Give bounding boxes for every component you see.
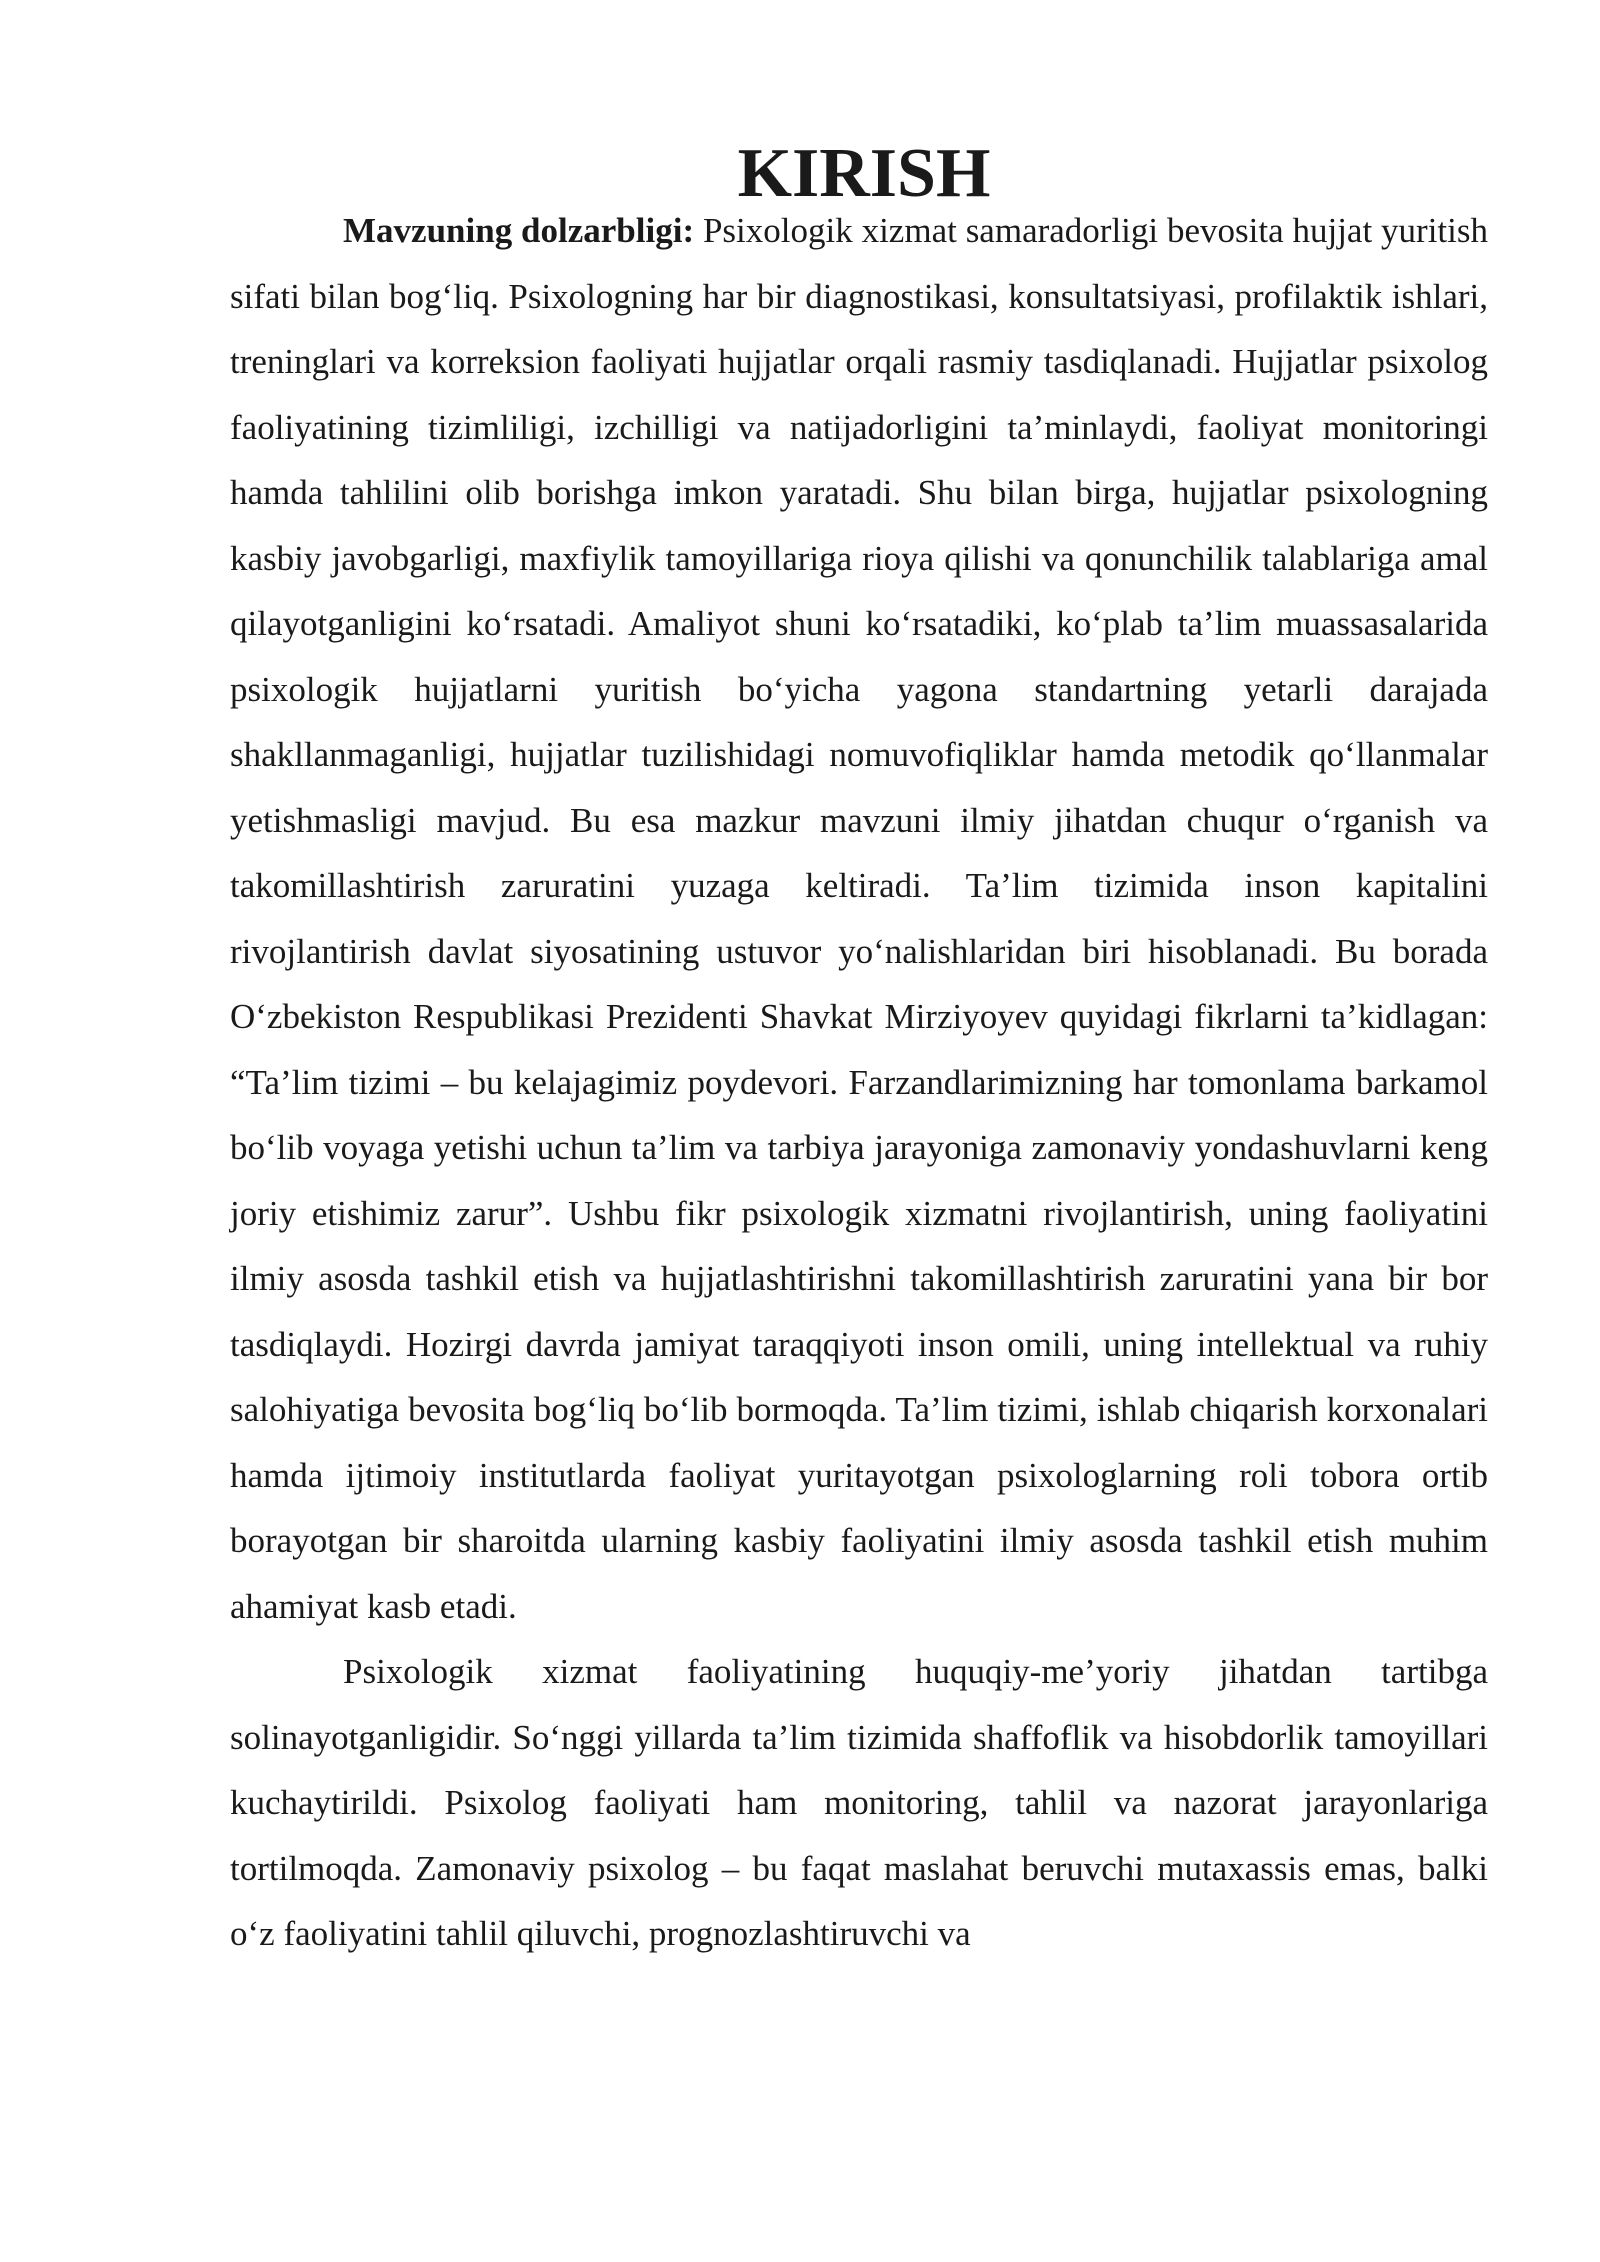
paragraph-relevance bbox=[230, 198, 1488, 1639]
page-title: KIRISH bbox=[737, 135, 991, 212]
paragraph-lead-heading: Mavzuning dolzarbligi: bbox=[343, 211, 695, 250]
paragraph-relevance-text: Psixologik xizmat samaradorligi bevosita hujjat yuritish sifati bilan bog‘liq. Psixologning har bir diagnostikasi, konsultatsiyasi, profilaktik ishlari, treninglari va korreksion faoliyati hujjatlar orqali rasmiy tasdiqlanadi. Hujjatlar psixolog faoliyatining tizimliligi, izchilligi va natijadorligini ta’minlaydi, faoliyat monitoringi hamda tahlilini olib borishga imkon yaratadi. Shu bilan birga, hujjatlar psixologning kasbiy javobgarligi, maxfiylik tamoyillariga rioya qilishi va qonunchilik talablariga amal qilayotganligini ko‘rsatadi. Amaliyot shuni ko‘rsatadiki, ko‘plab ta’lim muassasalarida psixologik hujjatlarni yuritish bo‘yicha yagona standartning yetarli darajada shakllanmaganligi, hujjatlar tuzilishidagi nomuvofiqliklar hamda metodik qo‘llanmalar yetishmasligi mavjud. Bu esa mazkur mavzuni ilmiy jihatdan chuqur o‘rganish va takomillashtirish zaruratini yuzaga keltiradi. Ta’lim tizimida inson kapitalini rivojlantirish davlat siyosatining ustuvor yo‘nalishlaridan biri hisoblanadi. Bu borada O‘zbekiston Respublikasi Prezidenti Shavkat Mirziyoyev quyidagi fikrlarni ta’kidlagan: “Ta’lim tizimi – bu kelajagimiz poydevori. Farzandlarimizning har tomonlama barkamol bo‘lib voyaga yetishi uchun ta’lim va tarbiya jarayoniga zamonaviy yondashuvlarni keng joriy etishimiz zarur”. Ushbu fikr psixologik xizmatni rivojlantirish, uning faoliyatini ilmiy asosda tashkil etish va hujjatlashtirishni takomillashtirish zaruratini yana bir bor tasdiqlaydi. Hozirgi davrda jamiyat taraqqiyoti inson omili, uning intellektual va ruhiy salohiyatiga bevosita bog‘liq bo‘lib bormoqda. Ta’lim tizimi, ishlab chiqarish korxonalari hamda ijtimoiy institutlarda faoliyat yuritayotgan psixologlarning roli tobora ortib borayotgan bir sharoitda ularning kasbiy faoliyatini ilmiy asosda tashkil etish muhim ahamiyat kasb etadi. bbox=[230, 211, 1488, 1626]
document-body bbox=[230, 135, 1488, 1967]
paragraph-legal-framework-text: Psixologik xizmat faoliyatining huquqiy-me’yoriy jihatdan tartibga solinayotganligidir. So‘nggi yillarda ta’lim tizimida shaffoflik va hisobdorlik tamoyillari kuchaytirildi. Psixolog faoliyati ham monitoring, tahlil va nazorat jarayonlariga tortilmoqda. Zamonaviy psixolog – bu faqat maslahat beruvchi mutaxassis emas, balki o‘z faoliyatini tahlil qiluvchi, prognozlashtiruvchi va bbox=[230, 1652, 1488, 1953]
paragraph-legal-framework bbox=[230, 1639, 1488, 1967]
